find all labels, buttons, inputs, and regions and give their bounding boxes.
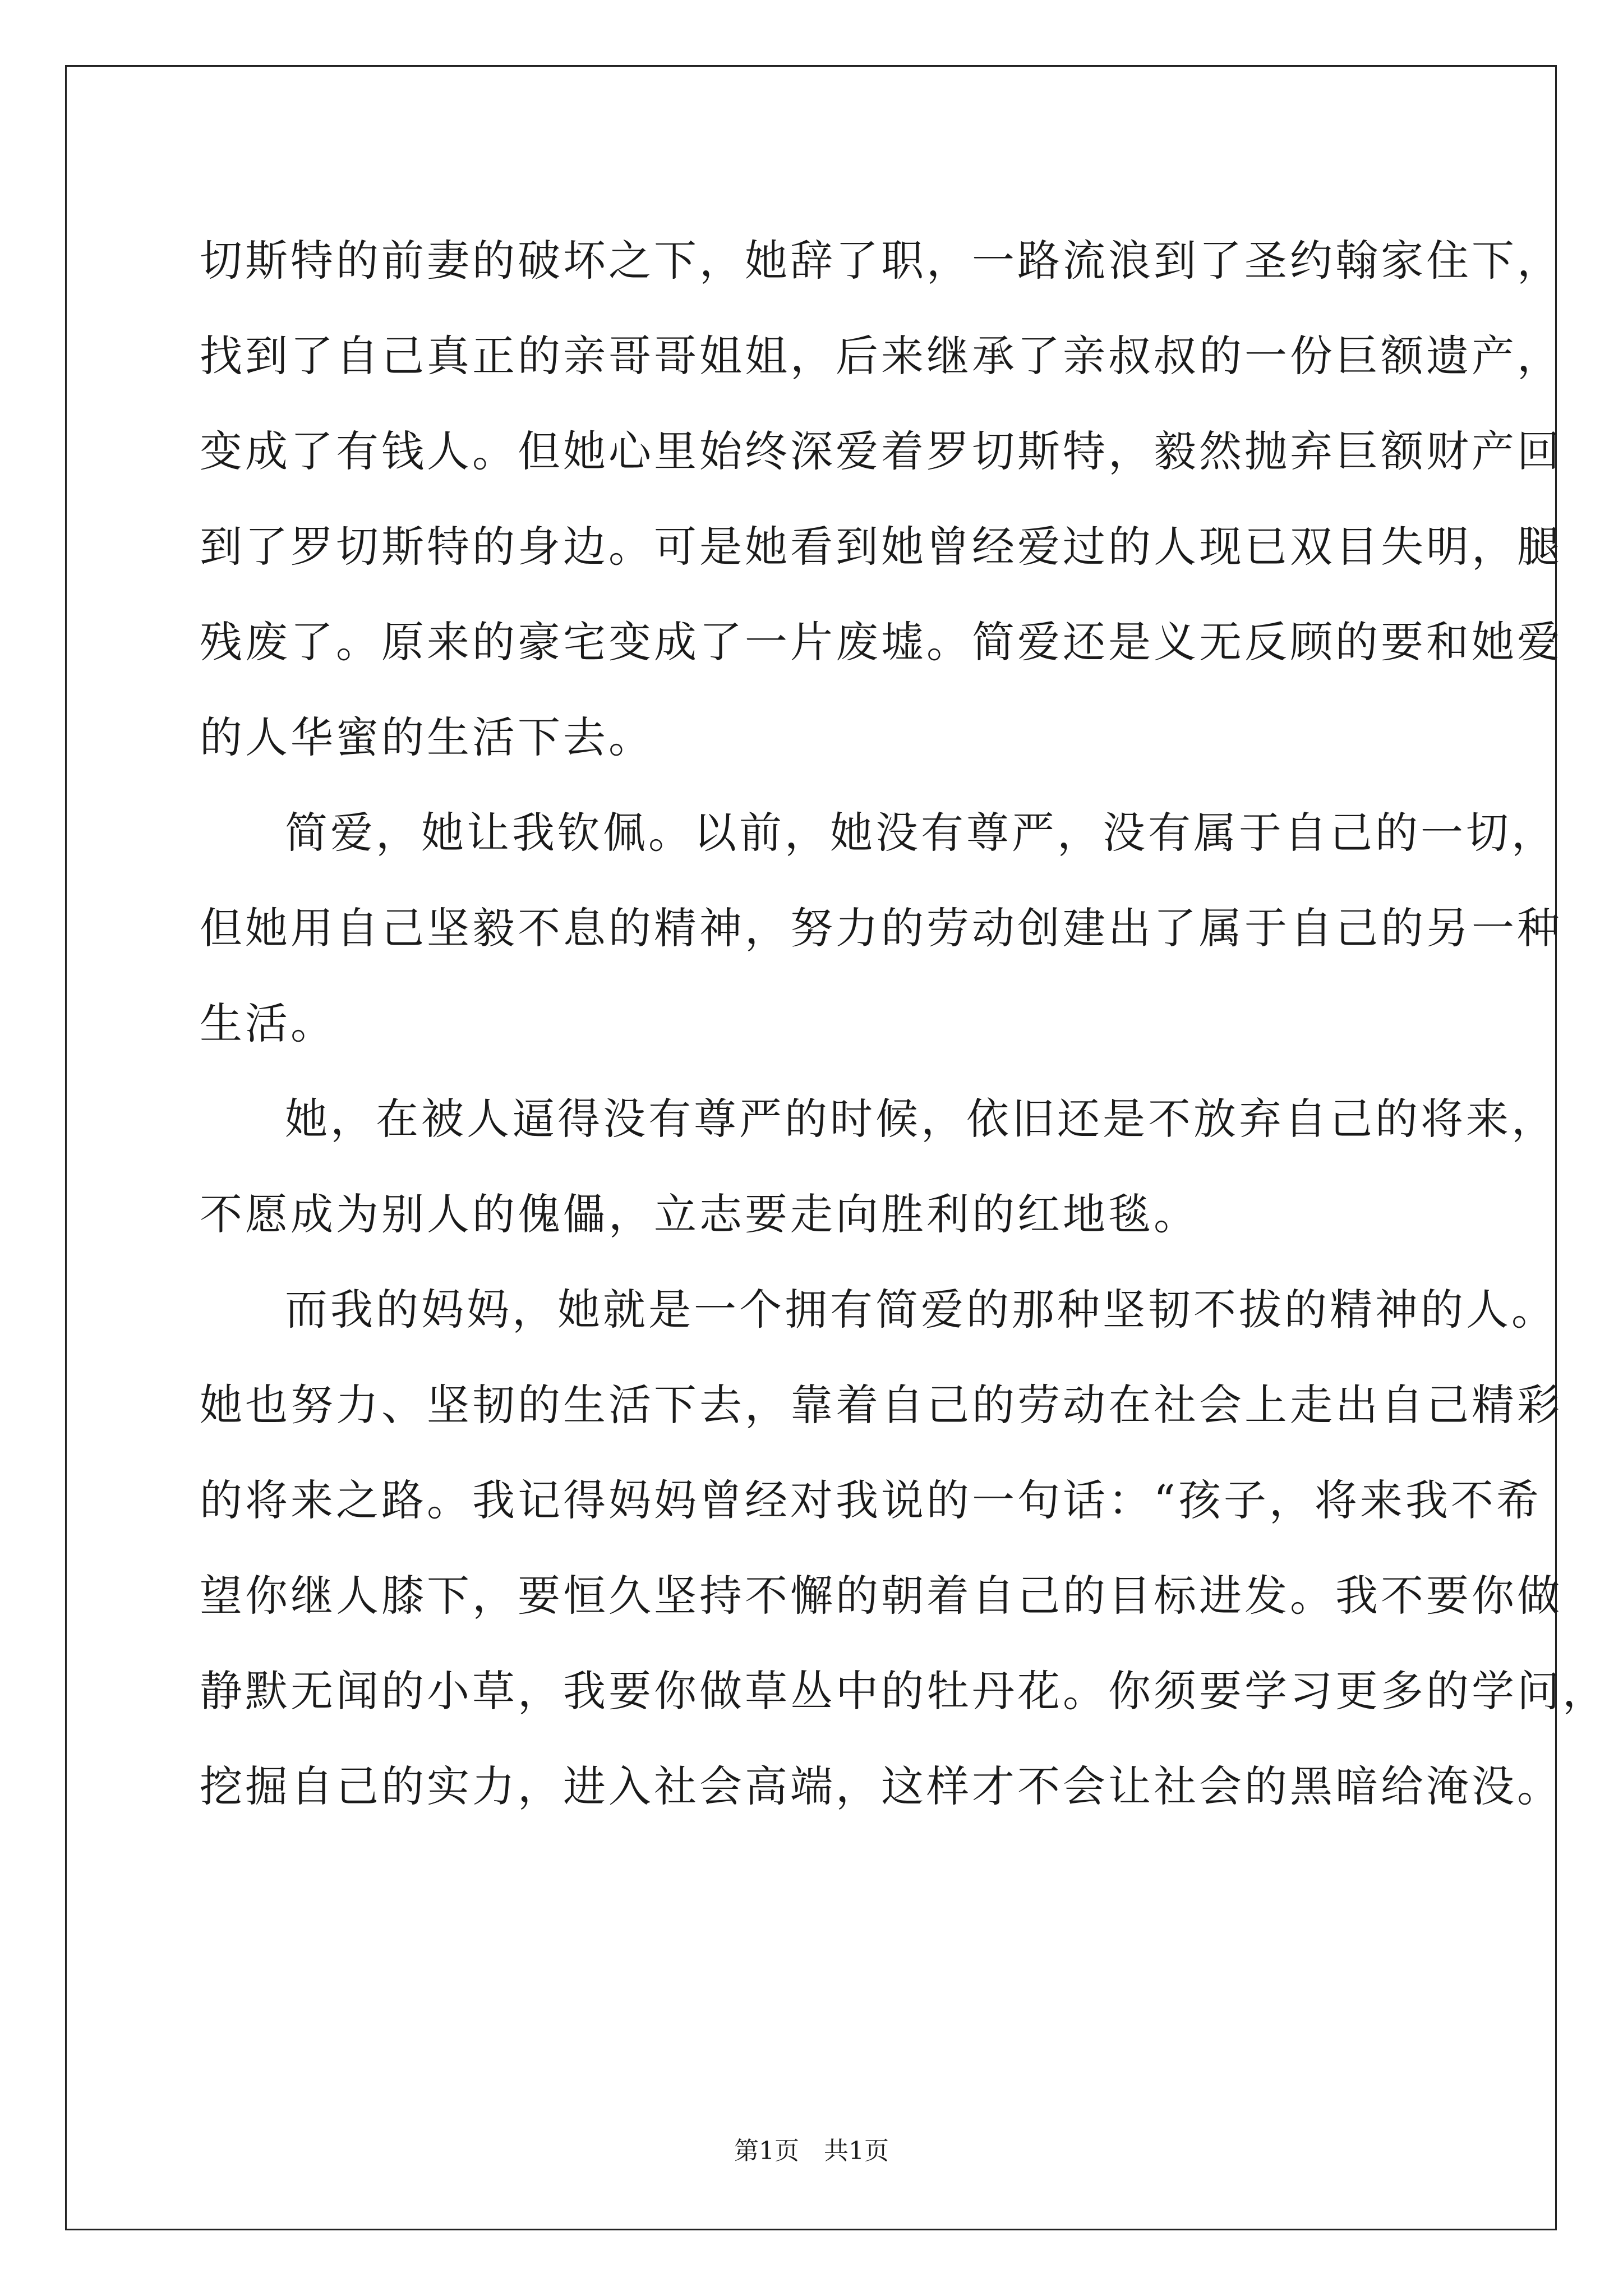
page-footer — [0, 2134, 1623, 2168]
text-line: 找到了自己真正的亲哥哥姐姐，后来继承了亲叔叔的一份巨额遗产， — [200, 331, 1562, 381]
text-line: 望你继人膝下，要恒久坚持不懈的朝着自己的目标进发。我不要你做 — [200, 1571, 1562, 1621]
document-body — [200, 213, 1608, 1834]
paragraph-first-line: 而我的妈妈，她就是一个拥有简爱的那种坚韧不拔的精神的人。 — [285, 1285, 1557, 1335]
text-line: 挖掘自己的实力，进入社会高端，这样才不会让社会的黑暗给淹没。 — [200, 1761, 1562, 1811]
text-line: 不愿成为别人的傀儡，立志要走向胜利的红地毯。 — [200, 1189, 1199, 1239]
text-line: 切斯特的前妻的破坏之下，她辞了职，一路流浪到了圣约翰家住下， — [200, 236, 1562, 286]
page-number: 第1页 — [734, 2137, 799, 2165]
page-total: 共1页 — [824, 2137, 889, 2165]
text-line: 的将来之路。我记得妈妈曾经对我说的一句话：“孩子，将来我不希 — [200, 1475, 1542, 1525]
text-line: 变成了有钱人。但她心里始终深爱着罗切斯特，毅然抛弃巨额财产回 — [200, 426, 1562, 476]
text-line: 她也努力、坚韧的生活下去，靠着自己的劳动在社会上走出自己精彩 — [200, 1380, 1562, 1430]
text-line: 的人华蜜的生活下去。 — [200, 712, 654, 762]
text-line: 但她用自己坚毅不息的精神，努力的劳动创建出了属于自己的另一种 — [200, 903, 1562, 953]
text-line: 静默无闻的小草，我要你做草丛中的牡丹花。你须要学习更多的学问， — [200, 1666, 1608, 1716]
paragraph-first-line: 简爱，她让我钦佩。以前，她没有尊严，没有属于自己的一切， — [285, 808, 1557, 858]
text-line: 残废了。原来的豪宅变成了一片废墟。简爱还是义无反顾的要和她爱 — [200, 617, 1562, 667]
text-line: 到了罗切斯特的身边。可是她看到她曾经爱过的人现已双目失明，腿 — [200, 522, 1562, 572]
text-line: 生活。 — [200, 999, 336, 1048]
paragraph-first-line: 她，在被人逼得没有尊严的时候，依旧还是不放弃自己的将来， — [285, 1094, 1557, 1144]
